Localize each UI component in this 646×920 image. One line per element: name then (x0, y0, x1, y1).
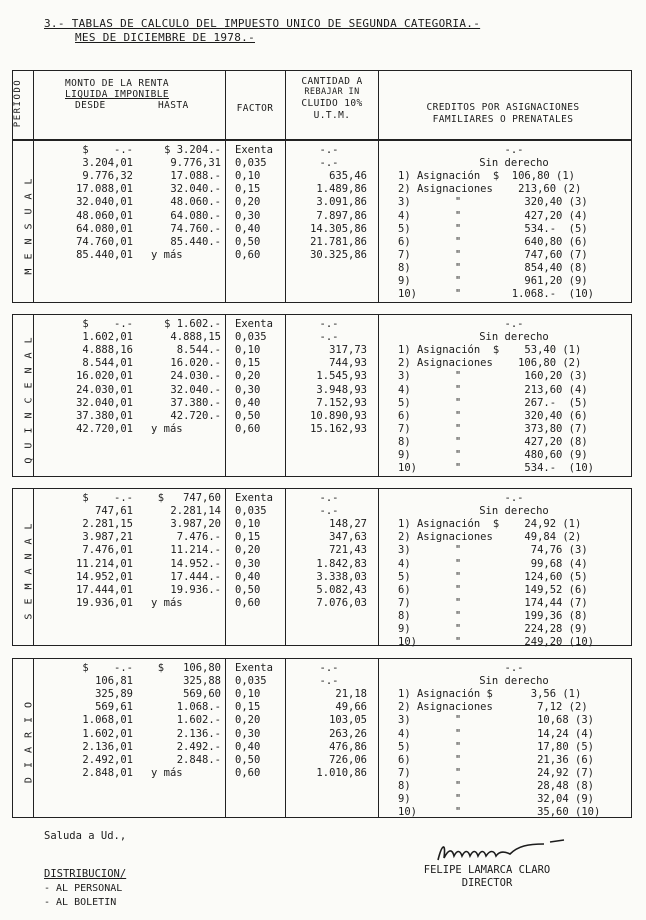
cell-creditos: 5) " 124,60 (5) (398, 570, 588, 583)
cell-hasta: 7.476.- (176, 531, 221, 544)
cell-cantidad: 263,26 (329, 727, 367, 740)
cell-hasta: 4.888,15 (170, 331, 221, 344)
cell-factor: 0,20 (235, 196, 261, 209)
cell-creditos: 3) " 74,76 (3) (398, 544, 588, 557)
cell-cantidad: 21.781,86 (310, 235, 367, 248)
cell-factor: 0,035 (235, 675, 267, 688)
cell-desde: 1.602,01 (82, 331, 133, 344)
cell-cantidad: 721,43 (329, 544, 367, 557)
cell-creditos: 6) " 320,40 (6) (398, 409, 588, 422)
section-diario (12, 658, 632, 818)
title-line-2: MES DE DICIEMBRE DE 1978.- (75, 31, 255, 44)
cell-factor: 0,60 (235, 248, 261, 261)
cell-desde: 9.776,32 (82, 170, 133, 183)
distribution-item: - AL PERSONAL (44, 883, 123, 894)
section-mensual (12, 140, 632, 303)
column-divider (225, 659, 226, 817)
cell-hasta: 2.492.- (176, 740, 221, 753)
cell-cantidad: -.- (319, 331, 339, 344)
distribution-item: - AL BOLETIN (44, 897, 117, 908)
cell-hasta: 9.776,31 (170, 157, 221, 170)
cell-creditos: 10) " 1.068.- (10) (398, 288, 594, 301)
cell-cantidad: 21,18 (335, 688, 367, 701)
cell-desde: 74.760,01 (76, 235, 133, 248)
cell-hasta: 1.602.- (176, 714, 221, 727)
cell-creditos: Sin derecho (479, 157, 549, 170)
cell-cantidad: -.- (319, 675, 339, 688)
cell-cantidad: 10.890,93 (310, 409, 367, 422)
cell-desde: 17.444,01 (76, 583, 133, 596)
cell-hasta: 64.080.- (170, 209, 221, 222)
cell-creditos: 1) Asignación $ 3,56 (1) (398, 688, 582, 701)
cell-factor: 0,035 (235, 331, 267, 344)
cell-hasta: 2.136.- (176, 727, 221, 740)
column-divider (378, 489, 379, 645)
cell-creditos: 8) " 28,48 (8) (398, 779, 594, 792)
cell-creditos: 9) " 224,28 (9) (398, 623, 588, 635)
cell-creditos: -.- (504, 662, 524, 674)
cell-cantidad: 15.162,93 (310, 422, 367, 435)
closing-greeting: Saluda a Ud., (44, 830, 127, 842)
cell-factor: 0,30 (235, 557, 261, 570)
cell-desde: 2.281,15 (82, 518, 133, 531)
cell-cantidad: 3.091,86 (316, 196, 367, 209)
cell-factor: 0,30 (235, 383, 261, 396)
cell-cantidad: 7.152,93 (316, 396, 367, 409)
cell-cantidad: 7.897,86 (316, 209, 367, 222)
cell-creditos: -.- (504, 318, 524, 330)
cell-cantidad: 1.010,86 (316, 766, 367, 779)
cell-hasta: $ 106,80 (157, 662, 221, 674)
cell-hasta: 16.020.- (170, 357, 221, 370)
signature-icon (432, 838, 572, 866)
header-monto-line1: MONTO DE LA RENTA (65, 78, 170, 89)
signer-block (402, 864, 572, 890)
column-divider (378, 71, 379, 139)
cell-hasta: 24.030.- (170, 370, 221, 383)
cell-desde: 37.380,01 (76, 409, 133, 422)
cell-desde: 64.080,01 (76, 222, 133, 235)
cell-cantidad: 5.082,43 (316, 583, 367, 596)
cell-creditos: -.- (504, 492, 524, 504)
cell-creditos: 5) " 17,80 (5) (398, 740, 594, 753)
cell-cantidad: 476,86 (329, 740, 367, 753)
column-divider (378, 315, 379, 476)
cell-factor: Exenta (235, 662, 273, 674)
cell-cantidad: 1.842,83 (316, 557, 367, 570)
cell-factor: 0,50 (235, 753, 261, 766)
cell-factor: 0,15 (235, 701, 261, 714)
cell-cantidad: 103,05 (329, 714, 367, 727)
period-label: QUINCENAL (23, 327, 35, 464)
cell-cantidad: 148,27 (329, 518, 367, 531)
column-divider (225, 71, 226, 139)
cell-factor: Exenta (235, 318, 273, 330)
cell-desde: 747,61 (95, 505, 133, 518)
cell-creditos: -.- (504, 144, 524, 156)
cell-desde: $ -.- (82, 662, 133, 674)
cell-cantidad: 726,06 (329, 753, 367, 766)
cell-hasta: 48.060.- (170, 196, 221, 209)
cell-creditos: 10) " 35,60 (10) (398, 806, 601, 819)
cell-hasta: 37.380.- (170, 396, 221, 409)
cell-creditos: 4) " 99,68 (4) (398, 557, 588, 570)
cell-cantidad: 744,93 (329, 357, 367, 370)
cell-factor: 0,50 (235, 583, 261, 596)
cell-factor: 0,10 (235, 518, 261, 531)
cell-factor: 0,20 (235, 714, 261, 727)
cell-desde: 4.888,16 (82, 344, 133, 357)
cell-factor: Exenta (235, 144, 273, 156)
cell-creditos: 4) " 427,20 (4) (398, 209, 588, 222)
cell-factor: 0,40 (235, 222, 261, 235)
cell-creditos: 2) Asignaciones 213,60 (2) (398, 183, 582, 196)
cell-hasta: y más (151, 766, 183, 779)
cell-hasta: 3.987,20 (170, 518, 221, 531)
cell-hasta: 325,88 (183, 675, 221, 688)
cell-creditos: 5) " 534.- (5) (398, 222, 588, 235)
cell-creditos: 5) " 267.- (5) (398, 396, 588, 409)
cell-factor: 0,035 (235, 505, 267, 518)
header-cantidad-line3: CLUIDO 10% (301, 98, 363, 109)
cell-factor: 0,10 (235, 688, 261, 701)
cell-hasta: $ 3.204.- (164, 144, 221, 156)
section-quincenal (12, 314, 632, 477)
cell-creditos: 6) " 21,36 (6) (398, 753, 594, 766)
cell-creditos: 4) " 14,24 (4) (398, 727, 594, 740)
column-divider (225, 141, 226, 302)
distribution-title: DISTRIBUCION/ (44, 868, 127, 880)
cell-factor: 0,40 (235, 396, 261, 409)
column-divider (378, 659, 379, 817)
cell-creditos: 8) " 854,40 (8) (398, 261, 588, 274)
cell-creditos: 7) " 174,44 (7) (398, 596, 588, 609)
column-divider (225, 489, 226, 645)
cell-desde: 1.602,01 (82, 727, 133, 740)
table-header (12, 70, 632, 140)
cell-creditos: 1) Asignación $ 106,80 (1) (398, 170, 576, 183)
cell-creditos: 3) " 160,20 (3) (398, 370, 588, 383)
cell-cantidad: 3.338,03 (316, 570, 367, 583)
cell-desde: 11.214,01 (76, 557, 133, 570)
cell-creditos: 4) " 213,60 (4) (398, 383, 588, 396)
cell-creditos: 3) " 10,68 (3) (398, 714, 594, 727)
cell-desde: 2.136,01 (82, 740, 133, 753)
cell-desde: 17.088,01 (76, 183, 133, 196)
cell-creditos: 2) Asignaciones 49,84 (2) (398, 531, 582, 544)
cell-hasta: 11.214.- (170, 544, 221, 557)
cell-factor: 0,60 (235, 422, 261, 435)
cell-creditos: 8) " 427,20 (8) (398, 435, 588, 448)
cell-creditos: Sin derecho (479, 675, 549, 688)
cell-desde: 48.060,01 (76, 209, 133, 222)
cell-creditos: 2) Asignaciones 7,12 (2) (398, 701, 588, 714)
cell-factor: 0,15 (235, 357, 261, 370)
cell-creditos: 9) " 32,04 (9) (398, 793, 594, 805)
cell-cantidad: -.- (319, 144, 339, 156)
header-hasta: HASTA (158, 100, 189, 111)
header-monto-line2: LIQUIDA IMPONIBLE (65, 89, 170, 100)
cell-hasta: $ 1.602.- (164, 318, 221, 330)
cell-hasta: 74.760.- (170, 222, 221, 235)
period-label: SEMANAL (23, 514, 35, 620)
cell-desde: $ -.- (82, 144, 133, 156)
cell-factor: 0,60 (235, 596, 261, 609)
cell-creditos: 7) " 747,60 (7) (398, 248, 588, 261)
cell-desde: 3.204,01 (82, 157, 133, 170)
cell-factor: 0,40 (235, 740, 261, 753)
cell-cantidad: -.- (319, 492, 339, 504)
cell-desde: 85.440,01 (76, 248, 133, 261)
header-factor: FACTOR (236, 103, 274, 114)
cell-creditos: 7) " 373,80 (7) (398, 422, 588, 435)
cell-factor: 0,50 (235, 235, 261, 248)
cell-desde: $ -.- (82, 318, 133, 330)
cell-desde: 32.040,01 (76, 396, 133, 409)
cell-creditos: 6) " 149,52 (6) (398, 583, 588, 596)
cell-cantidad: 635,46 (329, 170, 367, 183)
cell-hasta: 19.936.- (170, 583, 221, 596)
period-label: MENSUAL (23, 168, 35, 275)
cell-creditos: 1) Asignación $ 24,92 (1) (398, 518, 582, 531)
cell-factor: 0,035 (235, 157, 267, 170)
cell-hasta: 14.952.- (170, 557, 221, 570)
cell-hasta: 1.068.- (176, 701, 221, 714)
column-divider (378, 141, 379, 302)
cell-cantidad: 3.948,93 (316, 383, 367, 396)
cell-creditos: 10) " 534.- (10) (398, 462, 594, 475)
cell-hasta: 8.544.- (176, 344, 221, 357)
cell-hasta: 17.088.- (170, 170, 221, 183)
cell-creditos: 2) Asignaciones 106,80 (2) (398, 357, 582, 370)
cell-cantidad: 317,73 (329, 344, 367, 357)
cell-cantidad: 7.076,03 (316, 596, 367, 609)
header-creditos-line1: CREDITOS POR ASIGNACIONES (426, 102, 580, 113)
cell-cantidad: -.- (319, 662, 339, 674)
signer-title: DIRECTOR (461, 877, 513, 889)
cell-hasta: 42.720.- (170, 409, 221, 422)
cell-desde: 24.030,01 (76, 383, 133, 396)
cell-factor: 0,30 (235, 727, 261, 740)
cell-hasta: 85.440.- (170, 235, 221, 248)
cell-creditos: 6) " 640,80 (6) (398, 235, 588, 248)
cell-creditos: 9) " 961,20 (9) (398, 275, 588, 287)
cell-creditos: 3) " 320,40 (3) (398, 196, 588, 209)
column-divider (285, 71, 286, 139)
period-label: DIARIO (23, 692, 35, 784)
cell-desde: 16.020,01 (76, 370, 133, 383)
cell-hasta: $ 747,60 (157, 492, 221, 504)
signer-name: FELIPE LAMARCA CLARO (423, 864, 551, 876)
cell-cantidad: 49,66 (335, 701, 367, 714)
cell-cantidad: 347,63 (329, 531, 367, 544)
cell-factor: 0,20 (235, 370, 261, 383)
title-line-1: 3.- TABLAS DE CALCULO DEL IMPUESTO UNICO DE SEGUNDA CATEGORIA.- (44, 17, 481, 30)
cell-desde: 8.544,01 (82, 357, 133, 370)
cell-creditos: 7) " 24,92 (7) (398, 766, 594, 779)
cell-hasta: y más (151, 422, 183, 435)
header-creditos-line2: FAMILIARES O PRENATALES (432, 114, 574, 125)
cell-factor: 0,10 (235, 344, 261, 357)
cell-creditos: 10) " 249,20 (10) (398, 636, 594, 649)
cell-desde: 106,81 (95, 675, 133, 688)
cell-creditos: 9) " 480,60 (9) (398, 449, 588, 461)
cell-hasta: 2.281,14 (170, 505, 221, 518)
cell-hasta: y más (151, 596, 183, 609)
cell-desde: 569,61 (95, 701, 133, 714)
document-title (44, 17, 480, 45)
cell-desde: 19.936,01 (76, 596, 133, 609)
cell-factor: 0,50 (235, 409, 261, 422)
cell-factor: 0,60 (235, 766, 261, 779)
cell-cantidad: -.- (319, 157, 339, 170)
cell-cantidad: 14.305,86 (310, 222, 367, 235)
header-desde: DESDE (75, 100, 106, 111)
cell-hasta: 32.040.- (170, 383, 221, 396)
header-cantidad-line1: CANTIDAD A (301, 76, 363, 87)
cell-desde: 14.952,01 (76, 570, 133, 583)
cell-hasta: 32.040.- (170, 183, 221, 196)
cell-cantidad: 1.545,93 (316, 370, 367, 383)
header-cantidad-line2: REBAJAR IN (304, 87, 360, 97)
cell-hasta: 569,60 (183, 688, 221, 701)
cell-desde: 325,89 (95, 688, 133, 701)
cell-factor: 0,10 (235, 170, 261, 183)
cell-factor: 0,20 (235, 544, 261, 557)
cell-creditos: 8) " 199,36 (8) (398, 609, 588, 622)
cell-factor: 0,15 (235, 183, 261, 196)
cell-factor: 0,15 (235, 531, 261, 544)
cell-desde: 42.720,01 (76, 422, 133, 435)
cell-cantidad: -.- (319, 505, 339, 518)
cell-desde: 32.040,01 (76, 196, 133, 209)
cell-desde: 7.476,01 (82, 544, 133, 557)
cell-desde: 1.068,01 (82, 714, 133, 727)
cell-factor: 0,40 (235, 570, 261, 583)
cell-factor: Exenta (235, 492, 273, 504)
cell-desde: 3.987,21 (82, 531, 133, 544)
cell-cantidad: 1.489,86 (316, 183, 367, 196)
cell-hasta: 2.848.- (176, 753, 221, 766)
cell-cantidad: 30.325,86 (310, 248, 367, 261)
cell-creditos: 1) Asignación $ 53,40 (1) (398, 344, 582, 357)
header-cantidad-line4: U.T.M. (313, 110, 351, 121)
cell-hasta: y más (151, 248, 183, 261)
cell-cantidad: -.- (319, 318, 339, 330)
column-divider (225, 315, 226, 476)
cell-desde: 2.848,01 (82, 766, 133, 779)
cell-hasta: 17.444.- (170, 570, 221, 583)
section-semanal (12, 488, 632, 649)
cell-creditos: Sin derecho (479, 505, 549, 518)
cell-desde: 2.492,01 (82, 753, 133, 766)
cell-factor: 0,30 (235, 209, 261, 222)
header-periodo: PERIODO (13, 78, 24, 128)
cell-creditos: Sin derecho (479, 331, 549, 344)
cell-desde: $ -.- (82, 492, 133, 504)
